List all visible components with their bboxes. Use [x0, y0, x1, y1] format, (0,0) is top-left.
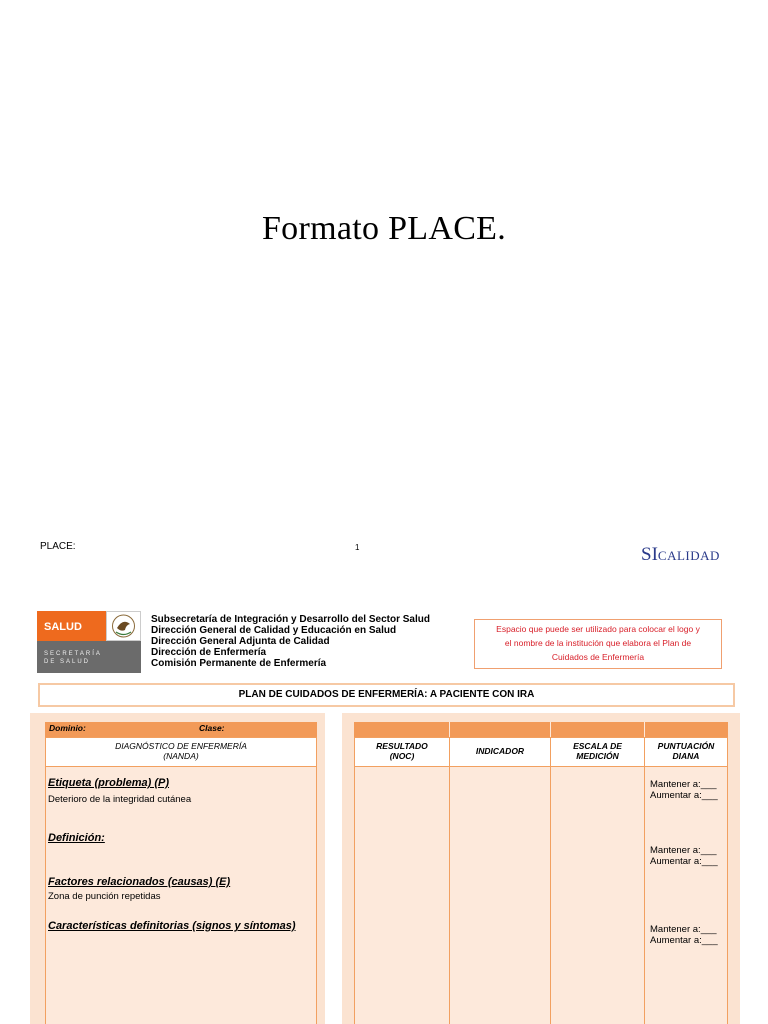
factores-text: Zona de punción repetidas — [48, 891, 161, 902]
score-target — [650, 924, 718, 946]
salud-wordmark: SALUD — [37, 611, 106, 641]
institution-line: Subsecretaría de Integración y Desarrollo del Sector Salud — [151, 614, 430, 625]
col-puntuacion-header — [644, 737, 728, 767]
note-line-2: el nombre de la institución que elabora el Plan de — [504, 638, 692, 648]
place-label: PLACE: — [40, 541, 76, 552]
dominio-label: Dominio: — [49, 723, 86, 733]
institution-line: Dirección General Adjunta de Calidad — [151, 636, 330, 647]
puntuacion-line-2: DIANA — [672, 751, 700, 761]
col-escala-body — [550, 767, 645, 1024]
header-divider — [644, 722, 645, 737]
aumentar-label: Aumentar a:___ — [650, 856, 718, 867]
mantener-label: Mantener a:___ — [650, 779, 717, 790]
brand-si: SI — [641, 544, 658, 565]
salud-logo — [37, 611, 141, 673]
header-divider — [550, 722, 551, 737]
dominio-clase-bar — [45, 722, 317, 737]
col-indicador-header — [449, 737, 551, 767]
secretaria-de-salud — [37, 641, 141, 673]
col-escala-header — [550, 737, 645, 767]
plan-title: PLAN DE CUIDADOS DE ENFERMERÍA: A PACIENTE CON IRA — [38, 683, 735, 707]
etiqueta-heading: Etiqueta (problema) (P) — [48, 777, 170, 789]
clase-label: Clase: — [199, 723, 225, 733]
factores-heading: Factores relacionados (causas) (E) — [48, 876, 231, 888]
page-number: 1 — [355, 543, 360, 552]
resultado-line-2: (NOC) — [389, 751, 415, 761]
mexico-seal-icon — [106, 611, 141, 641]
diagnosis-header-line-2: (NANDA) — [163, 751, 199, 761]
mantener-label: Mantener a:___ — [650, 924, 717, 935]
col-resultado-body — [354, 767, 450, 1024]
etiqueta-text: Deterioro de la integridad cutánea — [48, 794, 192, 805]
document-title: Formato PLACE. — [261, 210, 507, 247]
definicion-heading: Definición: — [48, 832, 105, 844]
score-target — [650, 845, 718, 867]
sicalidad-logo — [641, 544, 720, 566]
logo-space-note — [474, 619, 722, 669]
escala-line-1: ESCALA DE — [573, 741, 622, 751]
header-divider — [449, 722, 450, 737]
aumentar-label: Aumentar a:___ — [650, 935, 718, 946]
resultado-line-1: RESULTADO — [376, 741, 428, 751]
note-line-3: Cuidados de Enfermería — [551, 652, 645, 662]
col-puntuacion-body — [644, 767, 728, 1024]
diagnosis-header — [45, 737, 317, 767]
score-target — [650, 779, 718, 801]
secretaria-line-2: DE SALUD — [44, 659, 91, 665]
institution-block — [151, 614, 430, 669]
secretaria-line-1: SECRETARÍA — [44, 651, 102, 657]
diagnosis-header-line-1: DIAGNÓSTICO DE ENFERMERÍA — [115, 741, 247, 751]
institution-line: Dirección General de Calidad y Educación en Salud — [151, 625, 397, 636]
caracteristicas-heading: Características definitorias (signos y síntomas) — [48, 920, 296, 932]
escala-line-2: MEDICIÓN — [576, 751, 619, 761]
col-indicador-body — [449, 767, 551, 1024]
institution-line: Dirección de Enfermería — [151, 647, 267, 658]
note-line-1: Espacio que puede ser utilizado para colocar el logo y — [496, 624, 700, 634]
col-resultado-header — [354, 737, 450, 767]
puntuacion-line-1: PUNTUACIÓN — [657, 741, 715, 751]
brand-calidad: CALIDAD — [657, 548, 720, 563]
outcome-header-bar — [354, 722, 728, 737]
indicador-label: INDICADOR — [475, 746, 525, 756]
mantener-label: Mantener a:___ — [650, 845, 717, 856]
institution-line: Comisión Permanente de Enfermería — [151, 658, 327, 669]
aumentar-label: Aumentar a:___ — [650, 790, 718, 801]
